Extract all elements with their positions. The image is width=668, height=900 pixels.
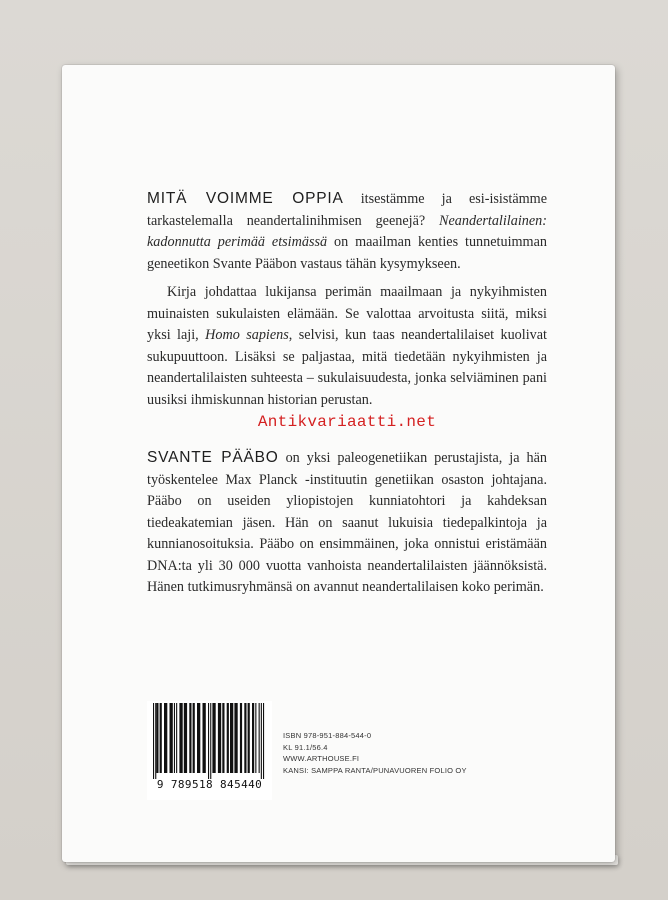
blurb-text bbox=[147, 188, 547, 599]
summary-paragraph bbox=[147, 282, 547, 411]
author-lead-heading: SVANTE PÄÄBO bbox=[147, 449, 279, 466]
intro-lead-heading: MITÄ VOIMME OPPIA bbox=[147, 190, 344, 207]
summary-text-a: Kirja johdattaa lukijansa perimän maailmaan ja nykyihmisten muinaisten sukulaisten elämään. Se valottaa arvoitusta siitä, miksi yksi laji, bbox=[147, 284, 547, 343]
intro-paragraph bbox=[147, 188, 547, 275]
intro-text-a: itsestämme ja esi-isistämme tarkastelemalla neandertalinihmisen geenejä? bbox=[147, 191, 547, 229]
intro-text-b: on maailman kenties tunnetuimman geneetikon Svante Pääbon vastaus tähän kysymykseen. bbox=[147, 234, 547, 272]
cover-credit: KANSI: SAMPPA RANTA/PUNAVUOREN FOLIO OY bbox=[283, 765, 467, 775]
author-paragraph bbox=[147, 447, 547, 599]
antikvariaatti-watermark: Antikvariaatti.net bbox=[257, 413, 437, 431]
publisher-website: WWW.ARTHOUSE.FI bbox=[283, 754, 360, 763]
classification-line: KL 91.1/56.4 bbox=[283, 742, 328, 752]
summary-text-b: , selvisi, kun taas neandertalilaiset kuolivat sukupuuttoon. Lisäksi se paljastaa, mitä tiedetään nykyihmisten ja neandertalilaisten suhteesta – sukulaisuudesta, jonka selviäminen pani uusiksi ihmiskunnan historian perustan. bbox=[147, 327, 547, 408]
book-title: Neandertalilainen: kadonnutta perimää etsimässä bbox=[147, 212, 547, 250]
isbn-line: ISBN 978-951-884-544-0 bbox=[283, 731, 372, 740]
barcode-digits: 9 789518 845440 bbox=[156, 778, 263, 791]
author-bio-text: on yksi paleogenetiikan perustajista, ja hän työskentelee Max Planck -instituutin genetiikan osaston johtajana. Pääbo on useiden yliopistojen kunniatohtori ja kahdeksan tiedeakatemian jäsen. Hän on saanut lukuisia tiedepalkintoja ja kunnianosoituksia. Pääbo on ensimmäinen, joka onnistui eristämään DNA:ta yli 30 000 vuotta vanhoista neandertalilaisten jäännöksistä. Hänen tutkimusryhmänsä on avannut neandertalilaisen koko perimän. bbox=[147, 450, 547, 595]
isbn-barcode bbox=[147, 701, 272, 800]
species-name: Homo sapiens bbox=[205, 327, 289, 343]
barcode-bars bbox=[147, 701, 272, 781]
imprint-info bbox=[283, 730, 467, 776]
